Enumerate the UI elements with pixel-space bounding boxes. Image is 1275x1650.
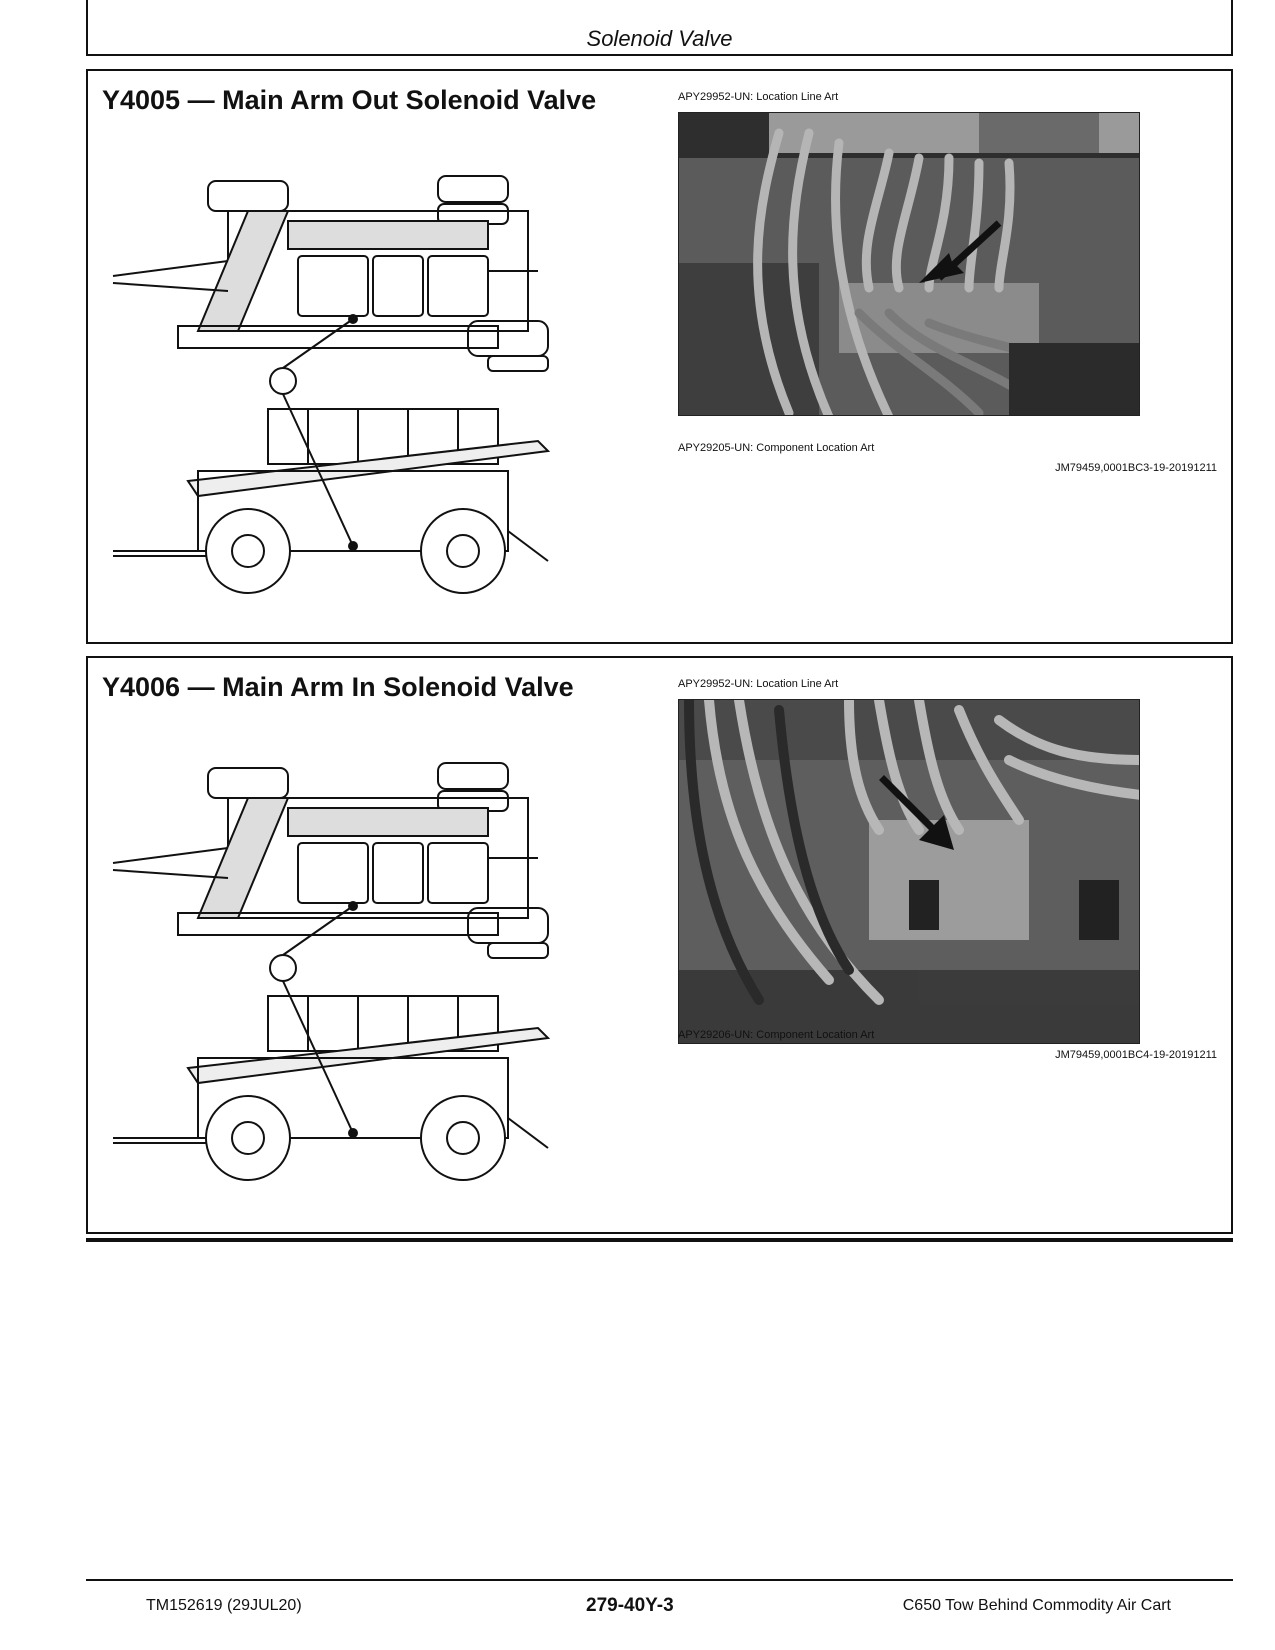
component-photo — [678, 699, 1140, 1044]
footer-product: C650 Tow Behind Commodity Air Cart — [902, 1597, 1171, 1614]
cart-line-art — [108, 758, 568, 1208]
reference-code: JM79459,0001BC4-19-20191211 — [1055, 1049, 1217, 1061]
section-heading: Y4006 — Main Arm In Solenoid Valve — [102, 672, 574, 702]
page-title: Solenoid Valve — [586, 26, 733, 51]
component-photo — [678, 112, 1140, 416]
page-header — [86, 0, 1233, 56]
footer-rule — [86, 1579, 1233, 1581]
section-heading: Y4005 — Main Arm Out Solenoid Valve — [102, 85, 597, 115]
section-y4005 — [86, 69, 1233, 644]
footer-doc-id: TM152619 (29JUL20) — [146, 1597, 302, 1614]
component-location-art-caption: APY29205-UN: Component Location Art — [678, 442, 875, 454]
location-line-art-caption: APY29952-UN: Location Line Art — [678, 91, 839, 103]
component-location-art-caption: APY29206-UN: Component Location Art — [678, 1029, 875, 1041]
location-line-art-caption: APY29952-UN: Location Line Art — [678, 678, 839, 690]
section-y4006 — [86, 656, 1233, 1234]
reference-code: JM79459,0001BC3-19-20191211 — [1055, 462, 1217, 474]
section-end-rule — [86, 1238, 1233, 1242]
footer-page-number: 279-40Y-3 — [586, 1595, 674, 1616]
cart-line-art — [108, 171, 568, 621]
